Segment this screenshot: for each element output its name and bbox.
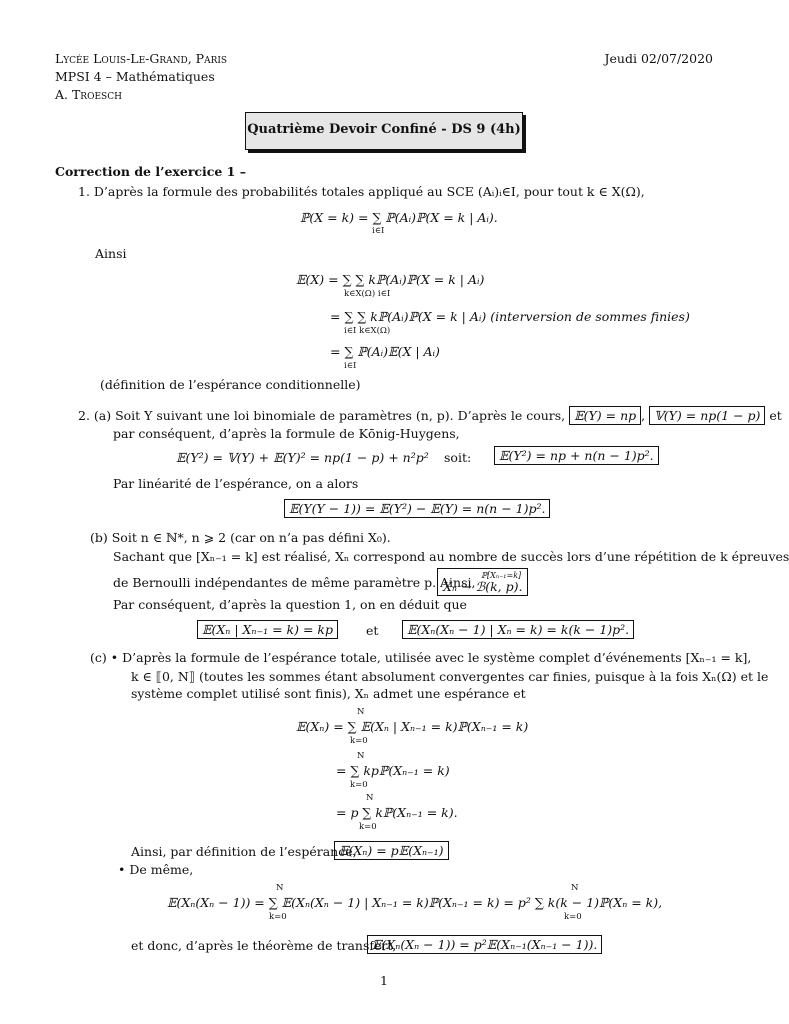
q2c-sum4-top: N [276, 883, 284, 893]
q2c-line1: (c) • D’après la formule de l’espérance totale, utilisée avec le système complet d’événements [Xₙ₋₁ = k], [90, 650, 752, 665]
q2c-sum2-top: N [357, 751, 365, 761]
q2c-line2: k ∈ ⟦0, N⟧ (toutes les sommes étant absolument convergentes car finies, puisque à la fois Xₙ(Ω) et le [131, 669, 769, 684]
q2a-box-variance: 𝕍(Y) = np(1 − p) [649, 406, 765, 425]
q2b-box1-wrap [197, 620, 338, 639]
q2c-eq2: 𝔼(Xₙ(Xₙ − 1)) = ∑ 𝔼(Xₙ(Xₙ − 1) | Xₙ₋₁ = k)ℙ(Xₙ₋₁ = k) = p² ∑ k(k − 1)ℙ(Xₙ = k), [167, 895, 663, 910]
q2c-box-expectation: 𝔼(Xₙ) = p𝔼(Xₙ₋₁) [334, 841, 449, 860]
q1-note: (définition de l’espérance conditionnelle) [100, 377, 361, 392]
q2c-box-transfert: 𝔼(Xₙ(Xₙ − 1)) = p²𝔼(Xₙ₋₁(Xₙ₋₁ − 1)). [367, 935, 602, 954]
q2a-eq: 𝔼(Y²) = 𝕍(Y) + 𝔼(Y)² = np(1 − p) + n²p² [176, 450, 429, 465]
q2c-sum4-bot: k=0 [269, 912, 287, 922]
q1-eq2-line1-sub: k∈X(Ω) i∈I [344, 289, 391, 299]
q2b-box-law-sup: ℙ[Xₙ₋₁=k] [481, 571, 522, 580]
header-author: A. Troesch [55, 87, 122, 102]
q2c-sum1-bot: k=0 [350, 736, 368, 746]
q2c-sum2-bot: k=0 [350, 780, 368, 790]
q2c-sum5-top: N [571, 883, 579, 893]
q1-eq2-line2: = ∑ ∑ kℙ(Aᵢ)ℙ(X = k | Aᵢ) (interversion de sommes finies) [330, 309, 690, 324]
q2b-box2: 𝔼(Xₙ(Xₙ − 1) | Xₙ = k) = k(k − 1)p². [402, 620, 634, 639]
q1-eq1: ℙ(X = k) = ∑ ℙ(Aᵢ)ℙ(X = k | Aᵢ). [300, 210, 498, 225]
document-title: Quatrième Devoir Confiné - DS 9 (4h) [245, 112, 523, 150]
header-class: MPSI 4 – Mathématiques [55, 69, 215, 84]
q2a-box-expectation: 𝔼(Y) = np [569, 406, 641, 425]
q2a-line1: 2. (a) Soit Y suivant une loi binomiale de paramètres (n, p). D’après le cours, 𝔼(Y) = np , 𝕍(Y) = np(1 − p) et [78, 408, 782, 423]
q2c-sum3-top: N [366, 793, 374, 803]
q2a-line1-et: et [769, 408, 782, 423]
q2c-box-e-wrap [334, 841, 449, 860]
q2c-ainsi: Ainsi, par définition de l’espérance, [131, 844, 357, 859]
q2a-line2: par conséquent, d’après la formule de Kōnig-Huygens, [113, 426, 460, 441]
header-date: Jeudi 02/07/2020 [604, 51, 713, 66]
q2b-et: et [366, 623, 379, 638]
q2a-soit: soit: [444, 450, 472, 465]
q2a-box-eq-wrap [494, 446, 659, 465]
page-number: 1 [380, 973, 388, 988]
q2a-line3: Par linéarité de l’espérance, on a alors [113, 476, 359, 491]
section-heading: Correction de l’exercice 1 – [55, 164, 246, 179]
q2c-box-t-wrap [367, 935, 602, 954]
q2b-line1: (b) Soit n ∈ ℕ*, n ⩾ 2 (car on n’a pas défini X₀). [90, 530, 391, 545]
q2c-transfert: et donc, d’après le théorème de transfert, [131, 938, 397, 953]
q2a-box-linearity: 𝔼(Y(Y − 1)) = 𝔼(Y²) − 𝔼(Y) = n(n − 1)p². [284, 499, 550, 518]
q2a-line1-text: 2. (a) Soit Y suivant une loi binomiale de paramètres (n, p). D’après le cours, [78, 408, 566, 423]
q2b-box2-wrap [402, 620, 634, 639]
q1-eq2-line3-sub: i∈I [344, 361, 357, 371]
q1-eq2-line3: = ∑ ℙ(Aᵢ)𝔼(X | Aᵢ) [330, 344, 440, 359]
q2b-box1: 𝔼(Xₙ | Xₙ₋₁ = k) = kp [197, 620, 338, 639]
q2b-box-law [437, 568, 528, 596]
q2b-box-law-main: Xₙ ↪ ℬ(k, p). [443, 579, 523, 594]
q2c-line3: système complet utilisé sont finis), Xₙ admet une espérance et [131, 686, 526, 701]
q1-ainsi: Ainsi [95, 246, 127, 261]
header-school: Lycée Louis-Le-Grand, Paris [55, 51, 228, 66]
q1-eq2-line1: 𝔼(X) = ∑ ∑ kℙ(Aᵢ)ℙ(X = k | Aᵢ) [296, 272, 485, 287]
q2c-sum3-bot: k=0 [359, 822, 377, 832]
q2c-eq-line2: = ∑ kpℙ(Xₙ₋₁ = k) [336, 763, 450, 778]
q2c-sum1-top: N [357, 707, 365, 717]
q1-intro: 1. D’après la formule des probabilités totales appliqué au SCE (Aᵢ)ᵢ∈I, pour tout k ∈ X(Ω), [78, 184, 645, 199]
q2a-box-lin-wrap [284, 499, 550, 518]
q2a-box-eq: 𝔼(Y²) = np + n(n − 1)p². [494, 446, 659, 465]
q2c-eq-line3: = p ∑ kℙ(Xₙ₋₁ = k). [336, 805, 458, 820]
q2b-line2: Sachant que [Xₙ₋₁ = k] est réalisé, Xₙ correspond au nombre de succès lors d’une répétition de k épreuves [113, 549, 789, 564]
q2c-eq-line1: 𝔼(Xₙ) = ∑ 𝔼(Xₙ | Xₙ₋₁ = k)ℙ(Xₙ₋₁ = k) [296, 719, 529, 734]
q1-eq1-sub: i∈I [372, 226, 385, 236]
q2c-sum5-bot: k=0 [564, 912, 582, 922]
q2b-line3: de Bernoulli indépendantes de même paramètre p. Ainsi, [113, 575, 476, 590]
q1-eq2-line2-sub: i∈I k∈X(Ω) [344, 326, 391, 336]
q2b-line4: Par conséquent, d’après la question 1, on en déduit que [113, 597, 467, 612]
q2c-bullet2: • De même, [118, 862, 194, 877]
